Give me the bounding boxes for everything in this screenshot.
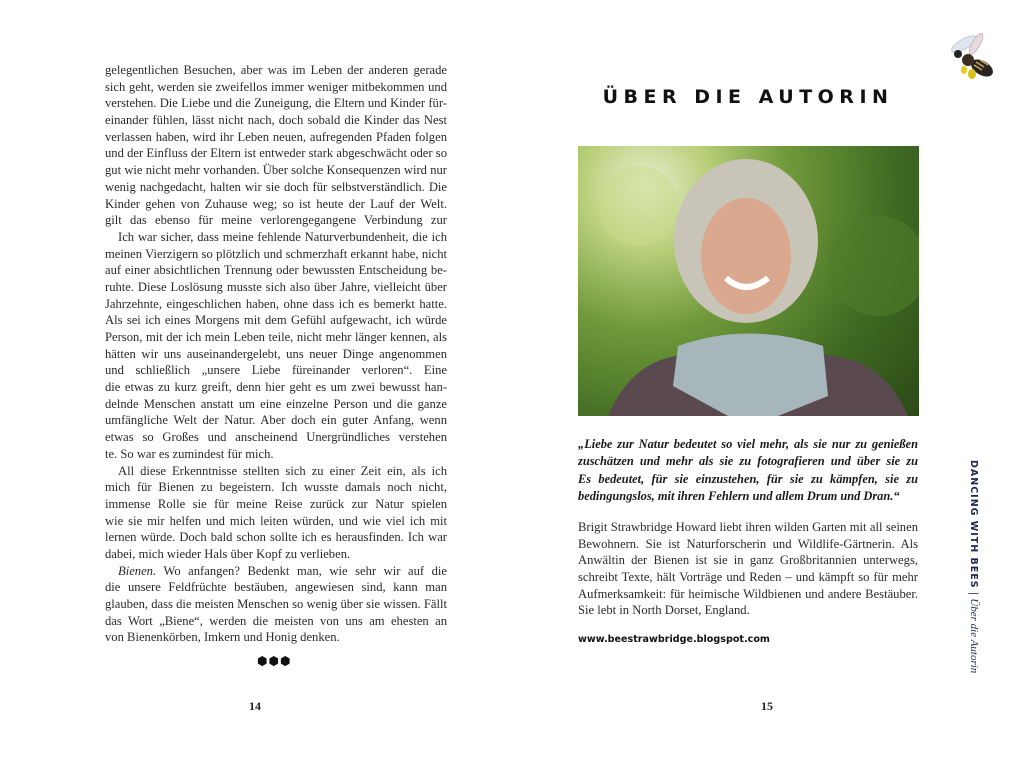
text-line: wie sie mir helfen und mich leiten würden, und wie viel ich mit [105,513,447,528]
author-bio [578,519,918,619]
text-line: hätten wir uns auseinandergelebt, uns neuer Dinge angenommen [105,346,447,361]
page-number-right: 15 [761,699,773,713]
text-line: meinen Vierzigern so plötzlich und schmerzhaft erkannt habe, nicht [105,246,447,261]
text-line: gut wie nicht mehr vorhanden. Über solche Konsequenzen wird nur [105,163,447,178]
text-line: zuschätzen und mehr als sie zu fotografieren und über sie zu [578,454,918,469]
text-line: das Wort „Biene“, werden die meisten von uns am ehesten an [105,613,447,628]
text-line: schreibt Texte, hält Vorträge und Reden – und kämpft so für mehr [578,570,918,585]
text-line: einander fühlen, lässt nicht nach, doch sobald die Kinder das Nest [105,113,447,128]
text-line: und schließlich „unsere Liebe füreinander verloren“. Eine [105,363,447,378]
text-line: die unsere Feldfrüchte bestäuben, angewiesen sind, kann man [105,580,447,595]
text-line: Person, mit der ich mein Leben teile, nicht mehr länger kennen, als [105,330,447,344]
page-number-left: 14 [249,699,261,713]
text-line: Anwältin der Bienen ist sie in ganz Großbritannien unterwegs, [578,553,918,568]
text-line: Bewohnern. Sie ist Naturforscherin und Wildlife-Gärtnerin. Als [578,536,918,551]
running-head-section: Über die Autorin [968,598,980,674]
text-line-rest: Wo anfangen? Bedenkt man, wie sehr wir auf die [163,563,447,578]
page-title: ÜBER DIE AUTORIN [602,86,894,108]
text-line: sich geht, werden sie zweifellos immer weniger mitbekommen und [105,79,447,94]
text-line: auf einer absichtlichen Trennung oder bewussten Entscheidung be- [105,263,447,278]
text-line: Sie lebt in North Dorset, England. [578,603,750,618]
author-website-link[interactable]: www.beestrawbridge.blogspot.com [578,634,770,645]
text-line: All diese Erkenntnisse stellten sich zu einer Zeit ein, als ich [118,463,447,478]
running-head [968,460,980,674]
text-line: umfängliche Welt der Natur. Aber doch ein guter Anfang, wenn [105,413,447,428]
running-head-book: DANCING WITH BEES [968,460,979,589]
text-line: Brigit Strawbridge Howard liebt ihren wilden Garten mit all seinen [578,520,918,534]
author-quote [578,436,918,506]
text-line: wenig nachgedacht, halten wir sie doch für selbstverständlich. Die [105,179,447,194]
text-line: glauben, dass die meisten Menschen so wenig über sie wissen. Fällt [105,597,447,611]
bee-icon [944,30,1000,86]
text-line: gelegentlichen Besuchen, aber was im Leben der anderen gerade [105,63,447,77]
text-line: dabei, mich wieder Hals über Kopf zu verlieben. [105,546,351,561]
text-line: Kinder gehen von Zuhause weg; so ist heute der Lauf der Welt. [105,196,447,211]
text-line: Aufmerksamkeit: für heimische Wildbienen und andere Bestäuber. [578,586,918,601]
running-head-separator: | [968,591,979,596]
text-line: Es bedeutet, für sie einzustehen, für sie zu kämpfen, sie zu [578,471,918,486]
text-line: te. So war es zumindest für mich. [105,446,274,461]
text-line: verlassen haben, wird ihr Leben neuen, aufregenden Pfaden folgen [105,129,447,144]
text-line: mich für Bienen zu begeistern. Ich wusste damals noch nicht, [105,480,447,495]
lead-italic: Bienen. [118,563,157,578]
text-line: Ich war sicher, dass meine fehlende Naturverbundenheit, die ich [118,229,447,244]
text-line: delnde Menschen anstatt um eine einzelne Person und die ganze [105,396,447,411]
text-line: gilt das ebenso für meine verlorengegangene Verbindung zur [105,213,447,228]
text-line: „Liebe zur Natur bedeutet so viel mehr, als sie nur zu genießen [578,437,918,451]
text-line: immense Rolle sie für meine Reise zurück zur Natur spielen [105,496,447,511]
text-line: Jahrzehnte, eingeschlichen haben, ohne dass ich es bemerkt hatte. [105,296,447,311]
text-line: ruhte. Diese Loslösung musste sich also über Jahre, vielleicht über [105,279,447,294]
text-line: verstehen. Die Liebe und die Zuneigung, die Eltern und Kinder für- [105,96,447,111]
text-line: Als sei ich eines Morgens mit dem Gefühl aufgewacht, ich würde [105,313,447,328]
section-separator: ⬢⬢⬢ [257,654,292,668]
text-line: etwas so Großes und anscheinend Unergründliches verstehen [105,430,447,445]
text-line [105,563,447,580]
text-line: lernen würde. Doch bald schon sollte ich es herausfinden. Ich war [105,530,447,545]
author-photo [578,146,919,416]
left-page-body [105,62,447,646]
text-line: bedingungslos, mit ihren Fehlern und allem Drum und Dran.“ [578,489,900,504]
text-line: die etwas zu kurz greift, denn hier geht es um zwei bewusst han- [105,380,447,395]
text-line: von Bienenkörben, Imkern und Honig denken. [105,630,340,645]
text-line: und der Einfluss der Eltern ist entweder stark abgeschwächt oder so [105,146,447,161]
